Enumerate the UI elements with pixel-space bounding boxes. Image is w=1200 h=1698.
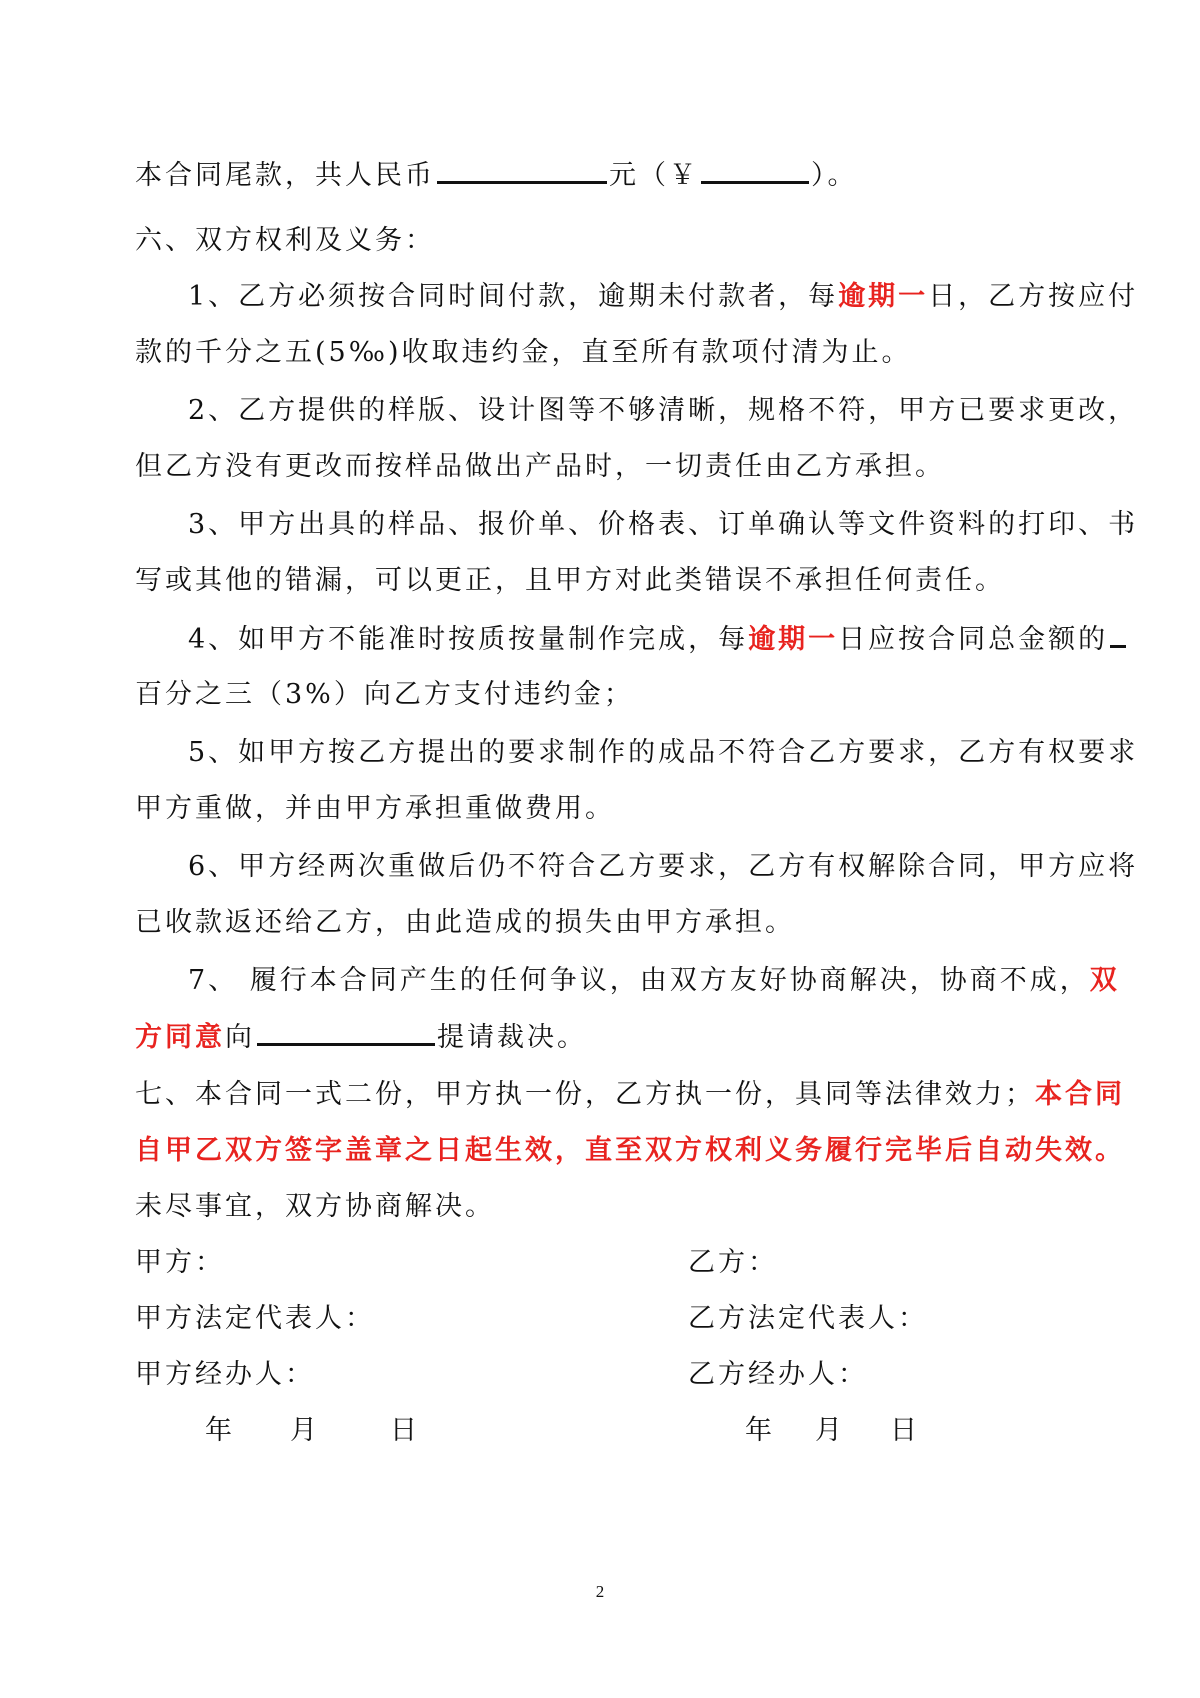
clause-4-text-a: 4、如甲方不能准时按质按量制作完成，每	[188, 624, 749, 655]
currency-text: 元（￥	[609, 160, 699, 191]
clause-7-line-2	[135, 1017, 587, 1058]
clause-4-text-b: 日应按合同总金额的	[838, 624, 1109, 655]
date-b-year: 年	[745, 1415, 775, 1446]
clause-5-line-2: 甲方重做，并由甲方承担重做费用。	[135, 793, 615, 824]
section-7-line-3: 未尽事宜，双方协商解决。	[135, 1191, 495, 1222]
clause-4-line-1	[188, 619, 1128, 660]
party-b-label: 乙方：	[688, 1247, 778, 1278]
clause-7-line-1	[188, 961, 1120, 1001]
clause-7-text-b: 向	[225, 1022, 255, 1053]
party-b-agent-label: 乙方经办人：	[688, 1359, 868, 1390]
date-a-day: 日	[390, 1415, 420, 1446]
date-a-year: 年	[205, 1415, 235, 1446]
section-7-line-2: 自甲乙双方签字盖章之日起生效，直至双方权利义务履行完毕后自动失效。	[135, 1135, 1125, 1166]
clause-7-text-c: 提请裁决。	[437, 1022, 587, 1053]
closing-text: ）。	[811, 160, 858, 191]
party-b-rep-label: 乙方法定代表人：	[688, 1303, 928, 1334]
section-7-line-1	[135, 1075, 1125, 1115]
clause-7-highlight-b: 方同意	[135, 1022, 225, 1053]
clause-4-line-2: 百分之三（3%）向乙方支付违约金；	[135, 679, 634, 710]
date-a-month: 月	[290, 1415, 320, 1446]
balance-text: 本合同尾款，共人民币	[135, 160, 435, 191]
clause-2-line-1: 2、乙方提供的样版、设计图等不够清晰，规格不符，甲方已要求更改，	[188, 395, 1139, 426]
clause-4-highlight: 逾期一	[748, 624, 839, 655]
party-a-rep-label: 甲方法定代表人：	[135, 1303, 375, 1334]
party-a-label: 甲方：	[135, 1247, 225, 1278]
amount-blank	[437, 155, 607, 184]
date-b-month: 月	[815, 1415, 845, 1446]
balance-line	[135, 155, 858, 196]
clause-1-line-2: 款的千分之五(5‰)收取违约金，直至所有款项付清为止。	[135, 337, 912, 368]
section-7-highlight-a: 本合同	[1035, 1079, 1125, 1110]
page-number: 2	[595, 1582, 605, 1601]
section-7-text-a: 七、本合同一式二份，甲方执一份，乙方执一份，具同等法律效力；	[135, 1079, 1035, 1110]
arbitration-blank	[257, 1017, 435, 1046]
clause-6-line-2: 已收款返还给乙方，由此造成的损失由甲方承担。	[135, 907, 795, 938]
clause-3-line-1: 3、甲方出具的样品、报价单、价格表、订单确认等文件资料的打印、书	[188, 509, 1139, 540]
clause-1-text-b: 日，乙方按应付	[928, 281, 1139, 312]
clause-5-line-1: 5、如甲方按乙方提出的要求制作的成品不符合乙方要求，乙方有权要求	[188, 737, 1139, 768]
clause-2-line-2: 但乙方没有更改而按样品做出产品时，一切责任由乙方承担。	[135, 451, 945, 482]
clause-4-blank	[1110, 619, 1126, 648]
clause-7-text-a: 7、 履行本合同产生的任何争议，由双方友好协商解决，协商不成，	[188, 965, 1090, 996]
party-a-agent-label: 甲方经办人：	[135, 1359, 315, 1390]
clause-6-line-1: 6、甲方经两次重做后仍不符合乙方要求，乙方有权解除合同，甲方应将	[188, 851, 1139, 882]
clause-3-line-2: 写或其他的错漏，可以更正，且甲方对此类错误不承担任何责任。	[135, 565, 1005, 596]
amount-figure-blank	[701, 155, 809, 184]
section-6-heading: 六、双方权利及义务：	[135, 225, 435, 256]
clause-1-text-a: 1、乙方必须按合同时间付款，逾期未付款者，每	[188, 281, 839, 312]
date-b-day: 日	[890, 1415, 920, 1446]
clause-1-line-1	[188, 277, 1138, 317]
clause-1-highlight: 逾期一	[838, 281, 929, 312]
clause-7-highlight-a: 双	[1089, 965, 1120, 996]
